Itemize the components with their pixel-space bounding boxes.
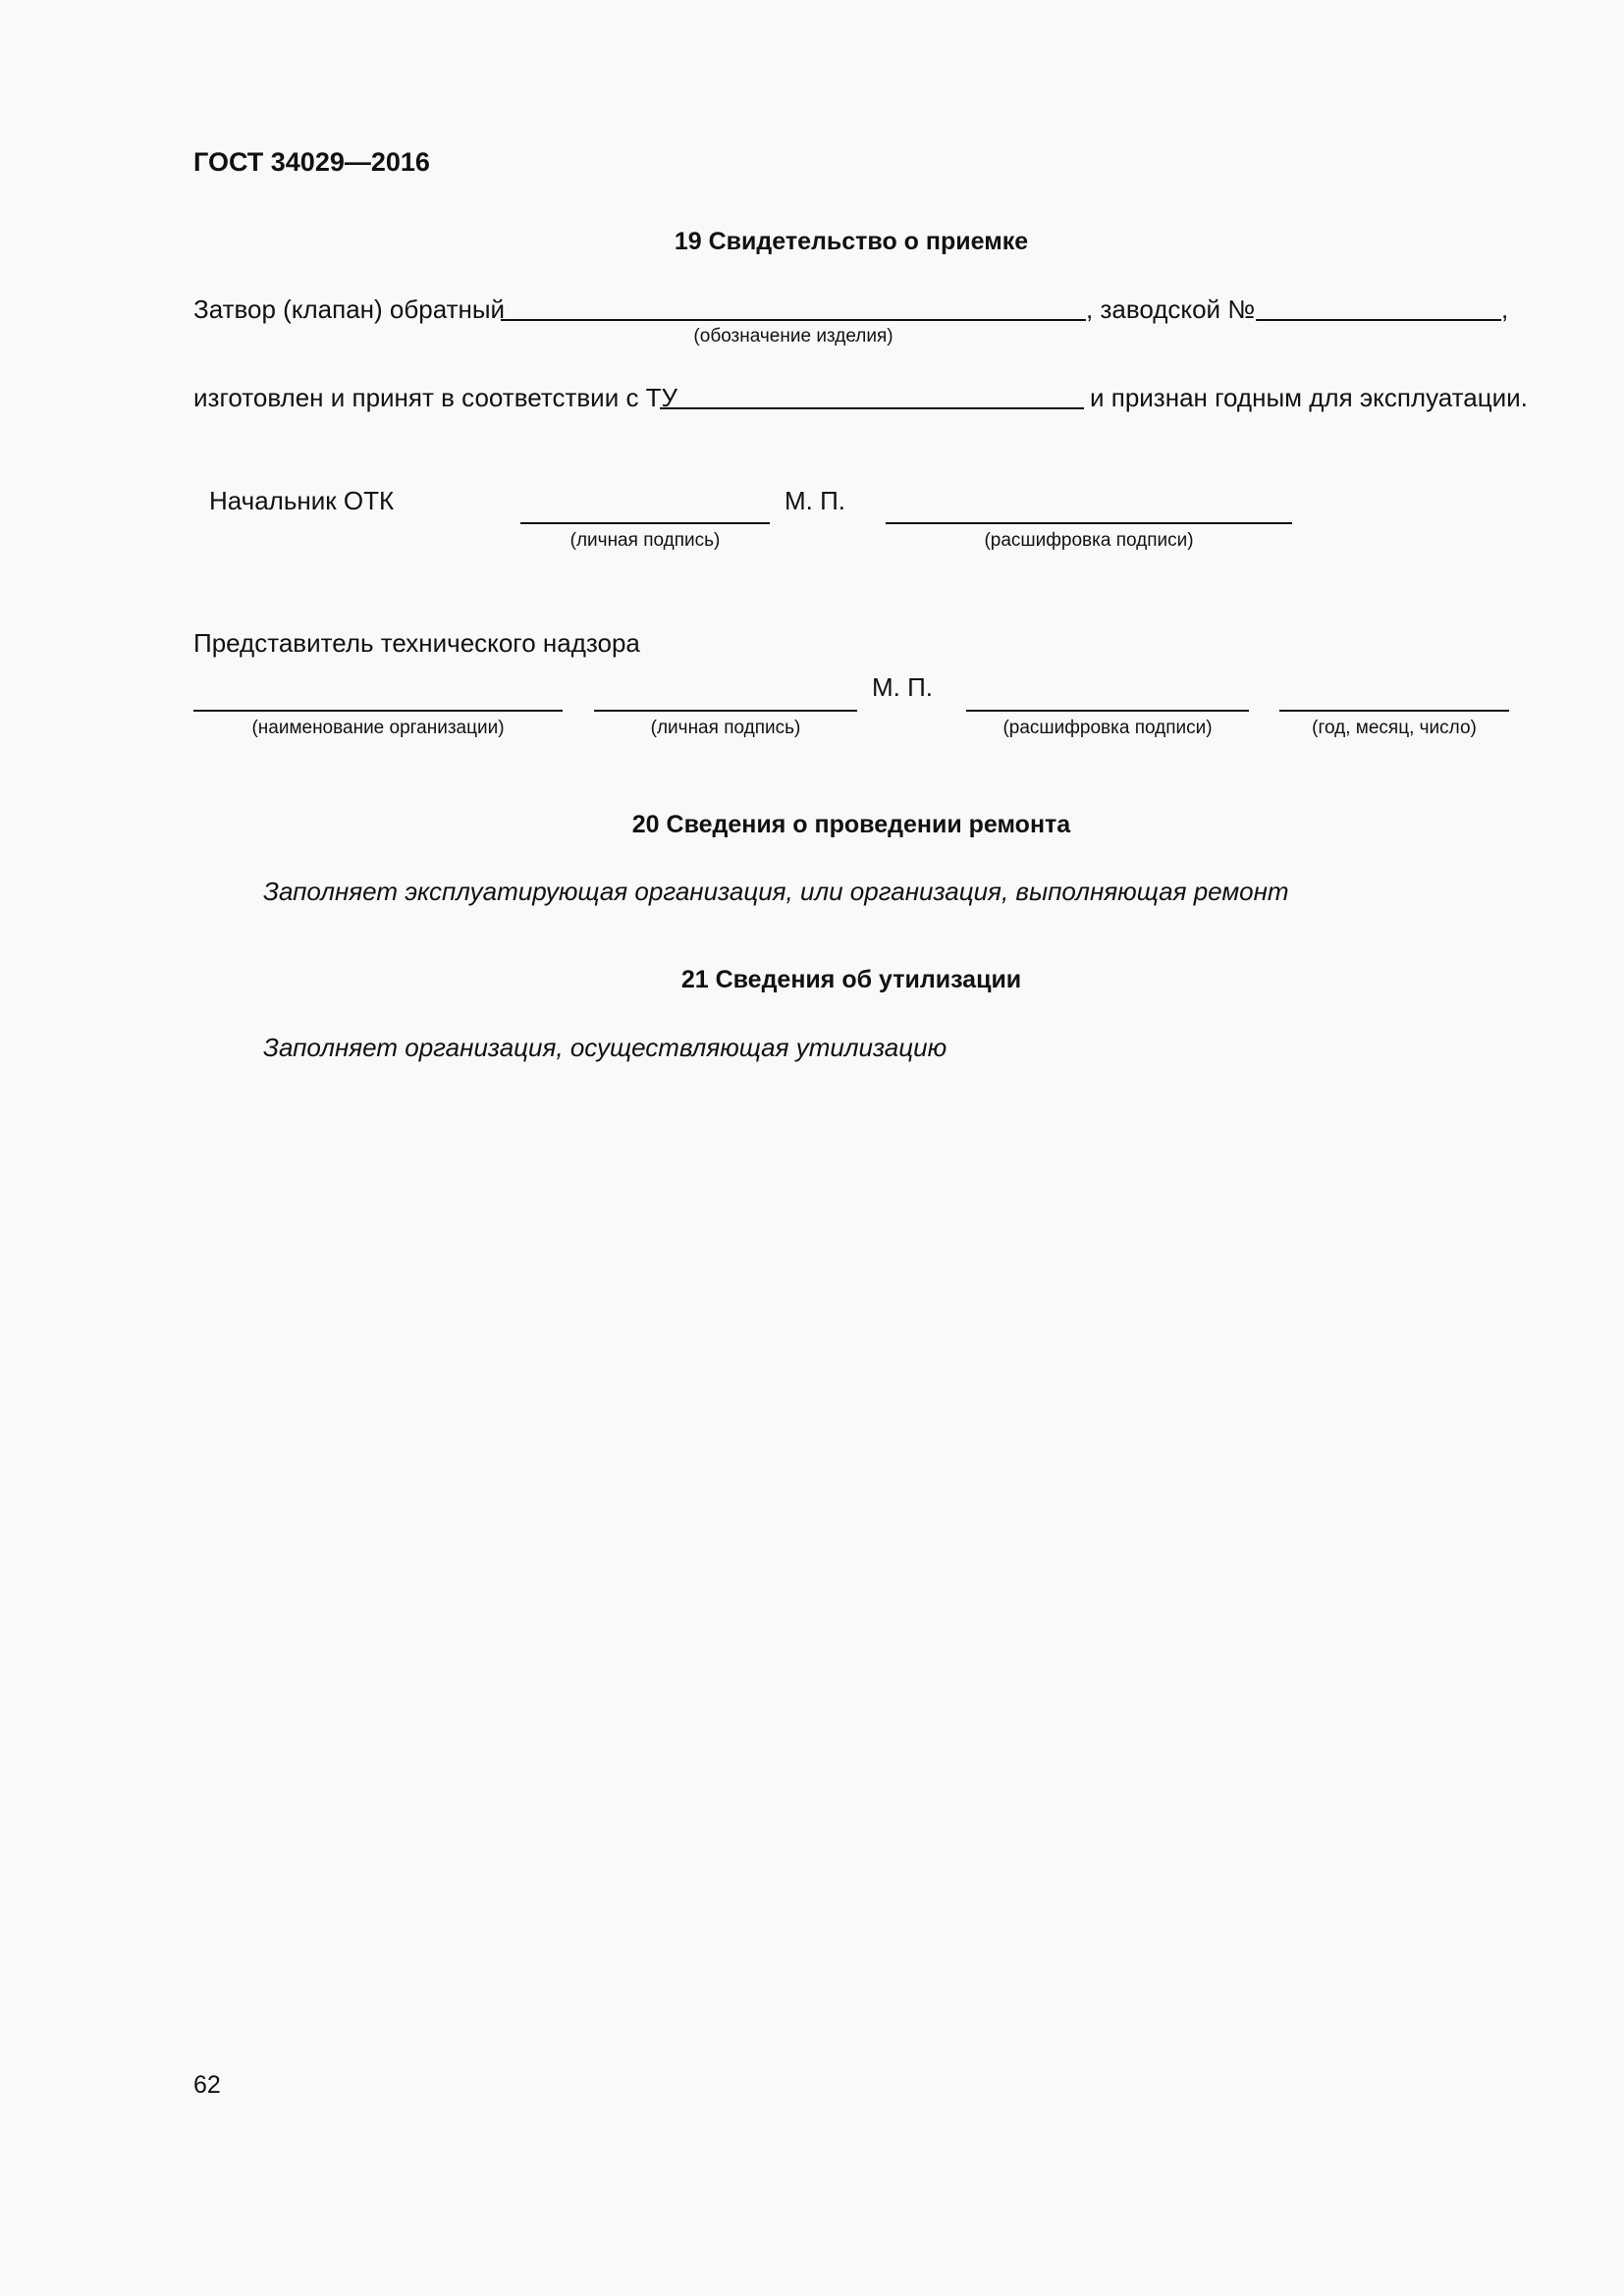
supervision-date-line [1279,710,1509,712]
section-21-note: Заполняет организация, осуществляющая утилизацию [263,1033,947,1062]
supervision-caption-date: (год, месяц, число) [1312,718,1477,738]
line1-middle: , заводской № [1086,294,1256,324]
supervision-mp: М. П. [872,672,934,702]
line2-suffix: и признан годным для эксплуатации. [1090,383,1528,412]
section-21-title: 21 Сведения об утилизации [680,966,1022,993]
otk-label: Начальник ОТК [209,486,395,515]
supervision-caption-decoding: (расшифровка подписи) [1002,718,1213,738]
otk-signature-line [520,522,770,524]
section-20-note: Заполняет эксплуатирующая организация, или организация, выполняющая ремонт [263,877,1289,906]
supervision-caption-signature: (личная подпись) [650,718,801,738]
supervision-decoding-line [966,710,1249,712]
caption-product: (обозначение изделия) [693,326,893,347]
supervision-caption-org: (наименование организации) [251,718,505,738]
section-19-title: 19 Свидетельство о приемке [674,228,1029,255]
otk-decoding-line [886,522,1292,524]
product-designation-line [501,319,1086,321]
otk-caption-decoding: (расшифровка подписи) [984,530,1194,551]
serial-number-line [1256,319,1501,321]
section-20-title: 20 Сведения о проведении ремонта [631,811,1071,838]
tu-line [660,407,1084,409]
line1-prefix: Затвор (клапан) обратный [193,294,506,324]
supervision-label: Представитель технического надзора [193,628,640,658]
otk-caption-signature: (личная подпись) [569,530,721,551]
otk-mp: М. П. [785,486,846,515]
supervision-signature-line [594,710,857,712]
page-number: 62 [193,2071,221,2099]
supervision-org-line [193,710,563,712]
document-id: ГОСТ 34029—2016 [193,147,430,177]
line1-end: , [1501,294,1509,324]
line2-prefix: изготовлен и принят в соответствии с ТУ [193,383,678,412]
